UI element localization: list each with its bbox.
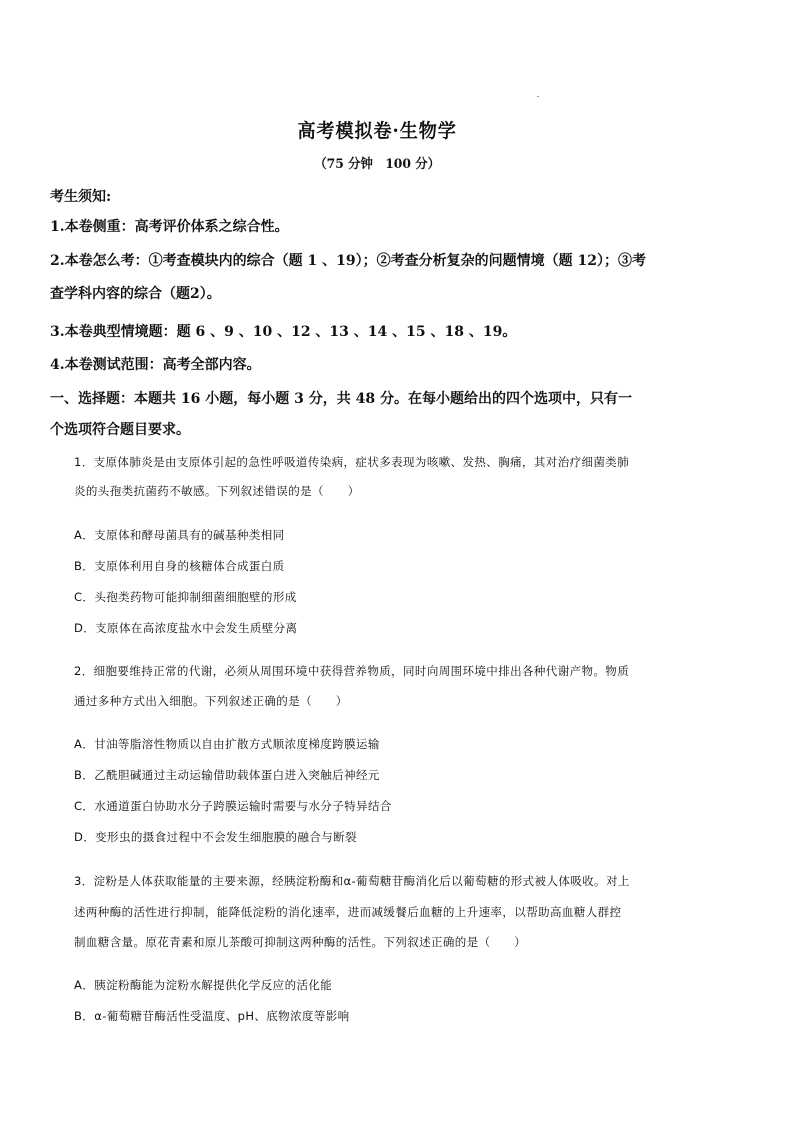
notice-item: 1.本卷侧重：高考评价体系之综合性。 <box>50 219 289 235</box>
question-stem: 1．支原体肺炎是由支原体引起的急性呼吸道传染病，症状多表现为咳嗽、发热、胸痛，其对治疗细菌类肺 <box>74 455 630 469</box>
question-stem: 2．细胞要维持正常的代谢，必须从周围环境中获得营养物质，同时向周围环境中排出各种代谢产物。物质 <box>74 664 630 678</box>
question-stem: 述两种酶的活性进行抑制，能降低淀粉的消化速率，进而减缓餐后血糖的上升速率，以帮助高血糖人群控 <box>74 905 622 919</box>
notice-item: 3.本卷典型情境题：题 6 、9 、10 、12 、13 、14 、15 、18 、19。 <box>50 324 517 340</box>
section-heading: 一、选择题：本题共 16 小题，每小题 3 分，共 48 分。在每小题给出的四个选项中，只有一 <box>50 391 632 407</box>
notice-item: 查学科内容的综合（题2）。 <box>50 286 221 302</box>
section-heading-cont: 个选项符合题目要求。 <box>50 422 190 438</box>
notice-item: 4.本卷测试范围：高考全部内容。 <box>50 357 261 373</box>
question-option: D．变形虫的摄食过程中不会发生细胞膜的融合与断裂 <box>74 830 357 844</box>
question-option: B．乙酰胆碱通过主动运输借助载体蛋白进入突触后神经元 <box>74 768 380 782</box>
question-option: A．胰淀粉酶能为淀粉水解提供化学反应的活化能 <box>74 978 333 992</box>
question-option: A．支原体和酵母菌具有的碱基种类相同 <box>74 528 285 542</box>
question-option: C．头孢类药物可能抑制细菌细胞壁的形成 <box>74 590 297 604</box>
question-stem: 炎的头孢类抗菌药不敏感。下列叙述错误的是（ ） <box>74 484 360 498</box>
question-option: B．支原体利用自身的核糖体合成蛋白质 <box>74 559 285 573</box>
notice-heading: 考生须知: <box>50 189 112 205</box>
page-subtitle: （75 分钟 100 分） <box>314 157 440 172</box>
question-option: B．α-葡萄糖苷酶活性受温度、pH、底物浓度等影响 <box>74 1009 350 1023</box>
question-option: D．支原体在高浓度盐水中会发生质壁分离 <box>74 621 298 635</box>
question-stem: 制血糖含量。原花青素和原儿茶酸可抑制这两种酶的活性。下列叙述正确的是（ ） <box>74 935 527 949</box>
notice-item: 2.本卷怎么考：①考查模块内的综合（题 1 、19）；②考查分析复杂的问题情境（题 12）；③考 <box>50 253 646 269</box>
question-stem: 通过多种方式出入细胞。下列叙述正确的是（ ） <box>74 694 348 708</box>
page-title: 高考模拟卷·生物学 <box>297 120 457 142</box>
scan-speck <box>537 96 539 97</box>
question-option: A．甘油等脂溶性物质以自由扩散方式顺浓度梯度跨膜运输 <box>74 737 380 751</box>
question-stem: 3．淀粉是人体获取能量的主要来源，经胰淀粉酶和α-葡萄糖苷酶消化后以葡萄糖的形式被人体吸收。对上 <box>74 874 630 888</box>
question-option: C．水通道蛋白协助水分子跨膜运输时需要与水分子特异结合 <box>74 799 392 813</box>
